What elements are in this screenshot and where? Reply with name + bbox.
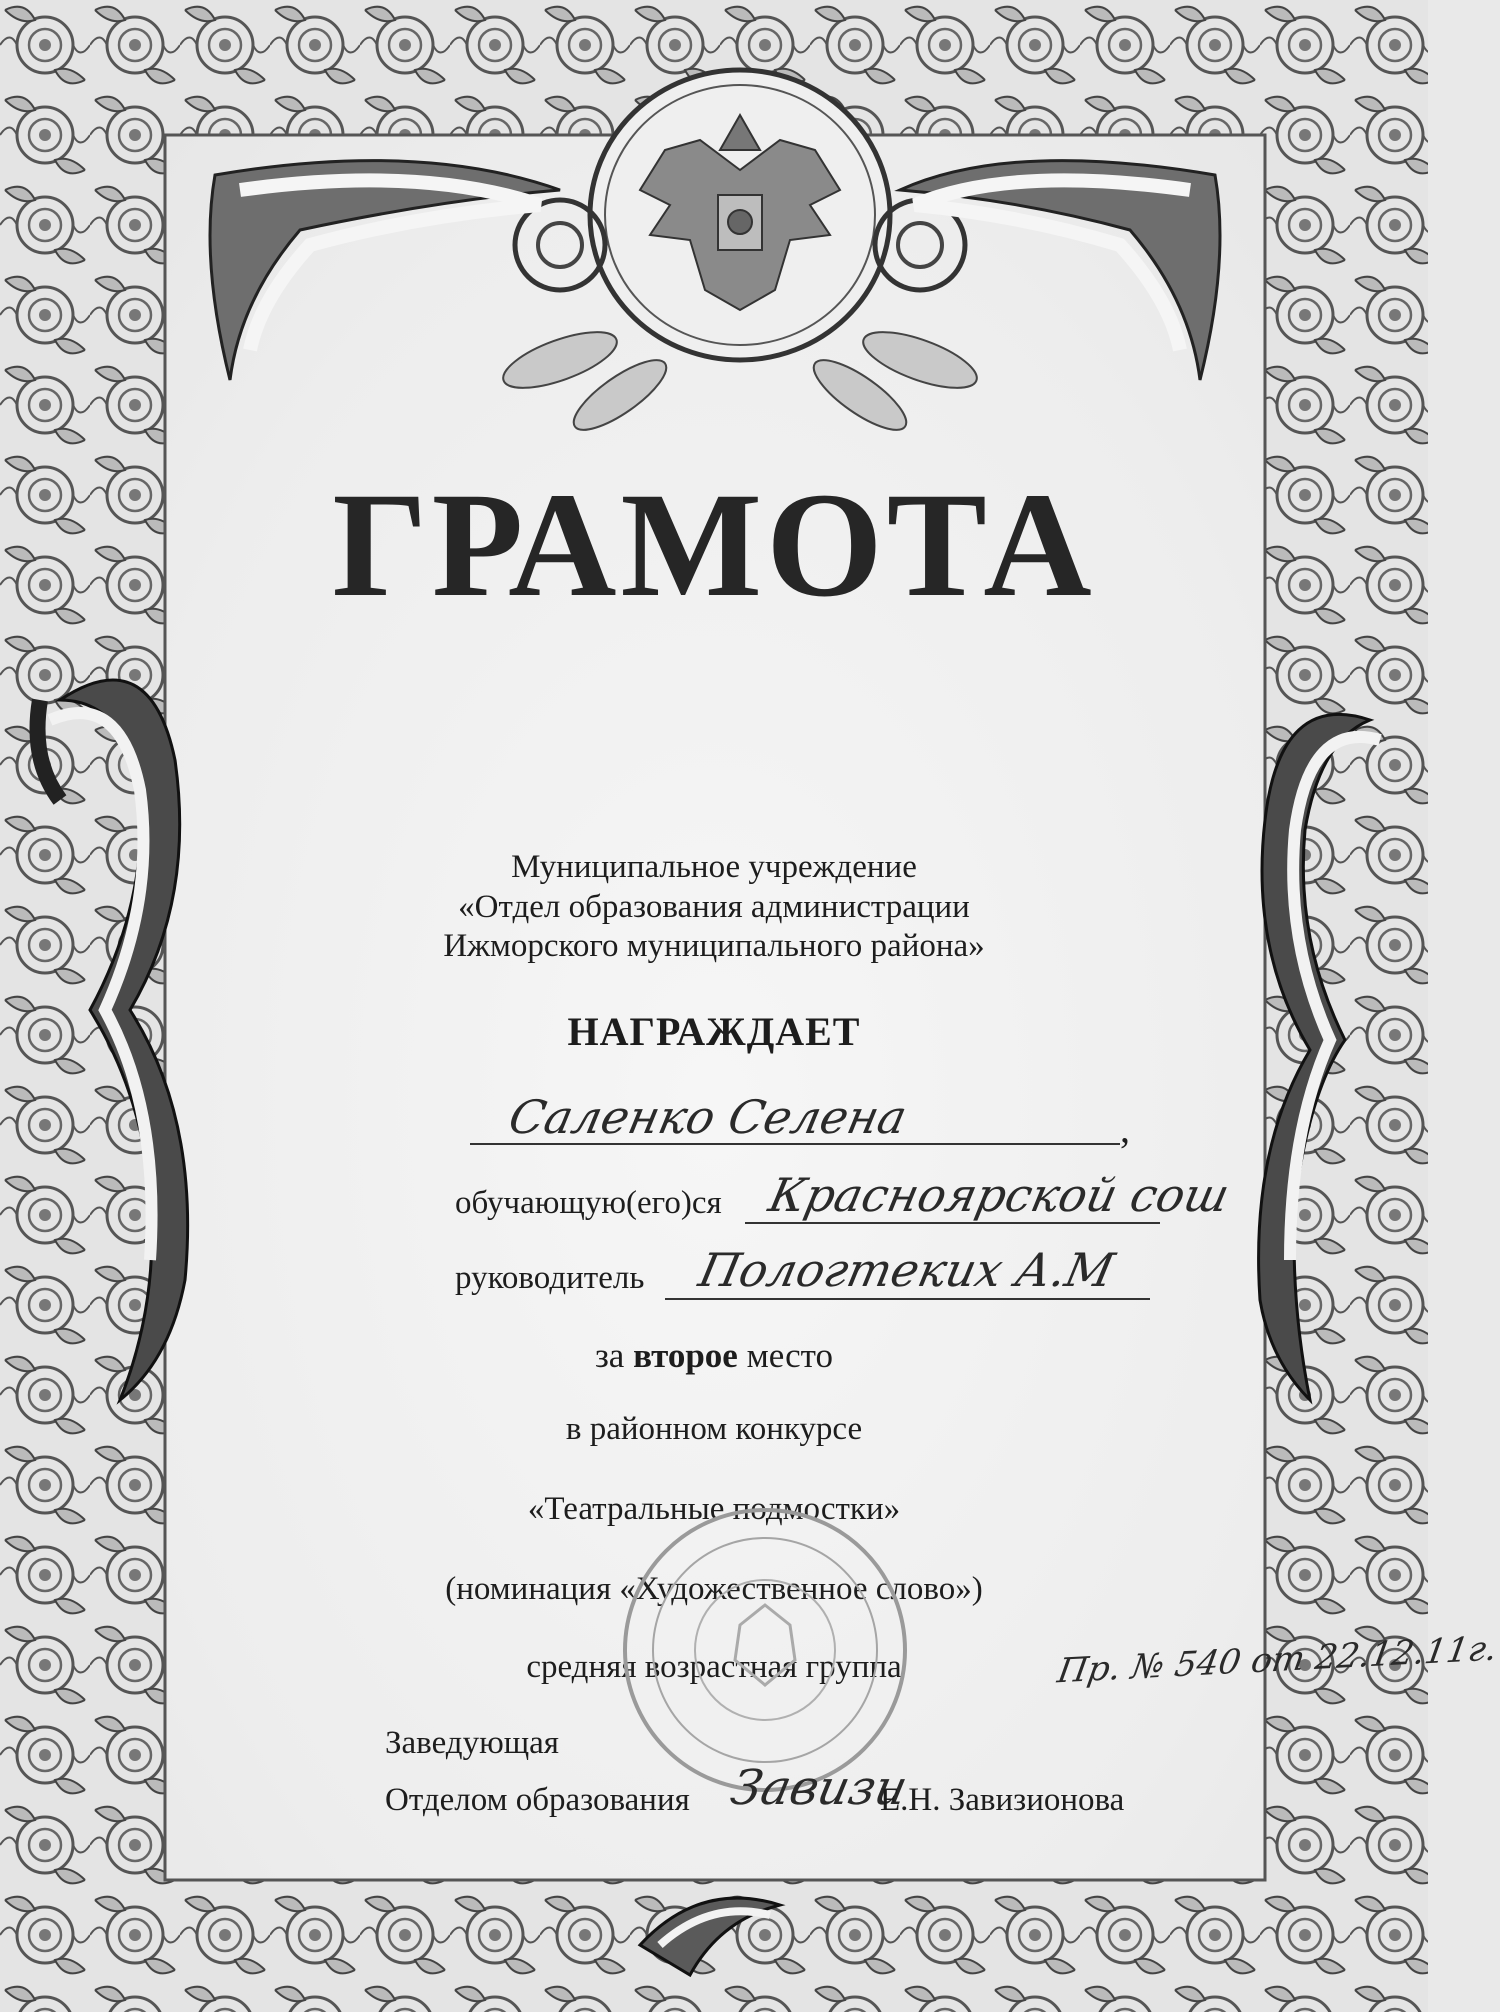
org-line-2: «Отдел образования администрации — [458, 888, 970, 925]
issuing-organization — [0, 848, 1428, 967]
place-prefix: за — [594, 1336, 625, 1375]
contest-line: в районном конкурсе — [565, 1411, 863, 1447]
student-label: обучающую(его)ся — [455, 1185, 722, 1221]
school-field — [764, 1168, 1235, 1222]
supervisor-field — [694, 1243, 1119, 1297]
signature-scribble: Завизи — [726, 1760, 913, 1816]
school-name: Красноярской сош — [764, 1168, 1235, 1222]
supervisor-name: Пологтеких А.М — [694, 1243, 1119, 1297]
certificate-title: ГРАМОТА — [332, 462, 1096, 628]
signer-title-line-2: Отделом образования — [385, 1782, 690, 1818]
order-note: Пр. № 540 от 22.12.11г. — [1054, 1628, 1500, 1692]
recipient-name: Саленко Селена — [504, 1090, 912, 1144]
awards-heading: НАГРАЖДАЕТ — [567, 1009, 861, 1054]
recipient-field — [504, 1090, 912, 1144]
supervisor-underline — [665, 1298, 1150, 1300]
signer-title-line-1: Заведующая — [385, 1725, 559, 1761]
recipient-underline — [470, 1143, 1120, 1145]
place-word: второе — [633, 1336, 738, 1375]
org-line-3: Ижморского муниципального района» — [443, 928, 985, 965]
signer-name: Е.Н. Завизионова — [880, 1782, 1125, 1818]
contest-name: «Театральные подмостки» — [527, 1491, 901, 1527]
place-line — [0, 1335, 1428, 1377]
official-seal-stamp — [615, 1500, 915, 1800]
recipient-comma: , — [1120, 1106, 1130, 1151]
org-line-1: Муниципальное учреждение — [511, 849, 917, 885]
school-underline — [745, 1222, 1160, 1224]
nomination: (номинация «Художественное слово») — [445, 1571, 983, 1607]
place-suffix: место — [746, 1336, 834, 1375]
supervisor-label: руководитель — [455, 1260, 645, 1296]
age-group: средняя возрастная группа — [526, 1649, 902, 1685]
